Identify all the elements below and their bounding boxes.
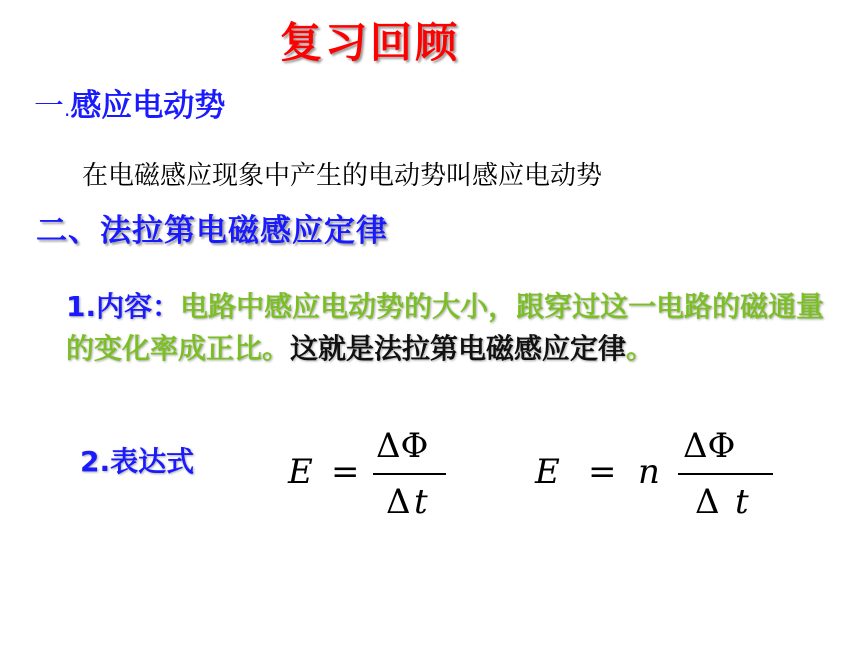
formula-2-lhs: E	[535, 452, 560, 492]
section-dot: .	[64, 97, 71, 121]
content-label: 1.内容：	[66, 290, 181, 323]
formula-1-fraction-bar	[373, 473, 446, 475]
formula-1-equals: =	[331, 452, 360, 492]
formula-2-equals: =	[588, 452, 617, 492]
formula-2-numerator: ΔΦ	[683, 426, 736, 466]
formula-2-denominator-delta: Δ	[695, 482, 720, 522]
expression-label: 2.表达式	[80, 445, 195, 478]
section-heading-2: 二、法拉第电磁感应定律	[36, 213, 388, 249]
definition-text: 在电磁感应现象中产生的电动势叫感应电动势	[82, 161, 603, 191]
section-number: 一	[34, 89, 64, 124]
content-law-name: 这就是法拉第电磁感应定律	[290, 332, 627, 365]
formula-2-fraction-bar	[678, 473, 773, 475]
section-heading-1	[34, 80, 225, 125]
content-statement: 电路中感应电动势的大小，跟穿过这一电路的磁通量的变化率成正比。	[66, 290, 825, 365]
law-content-paragraph	[66, 286, 826, 370]
formula-1-lhs: E	[288, 452, 313, 492]
formula-2-denominator-var: t	[735, 482, 749, 522]
formula-2-coefficient: n	[638, 452, 660, 492]
content-end-mark: 。	[626, 332, 655, 365]
formula-1-denominator-delta: Δ	[386, 482, 411, 522]
formula-1-numerator: ΔΦ	[376, 426, 429, 466]
formula-1-denominator-var: t	[414, 482, 428, 522]
section-title: 感应电动势	[70, 88, 226, 124]
slide-title: 复习回顾	[280, 18, 461, 67]
